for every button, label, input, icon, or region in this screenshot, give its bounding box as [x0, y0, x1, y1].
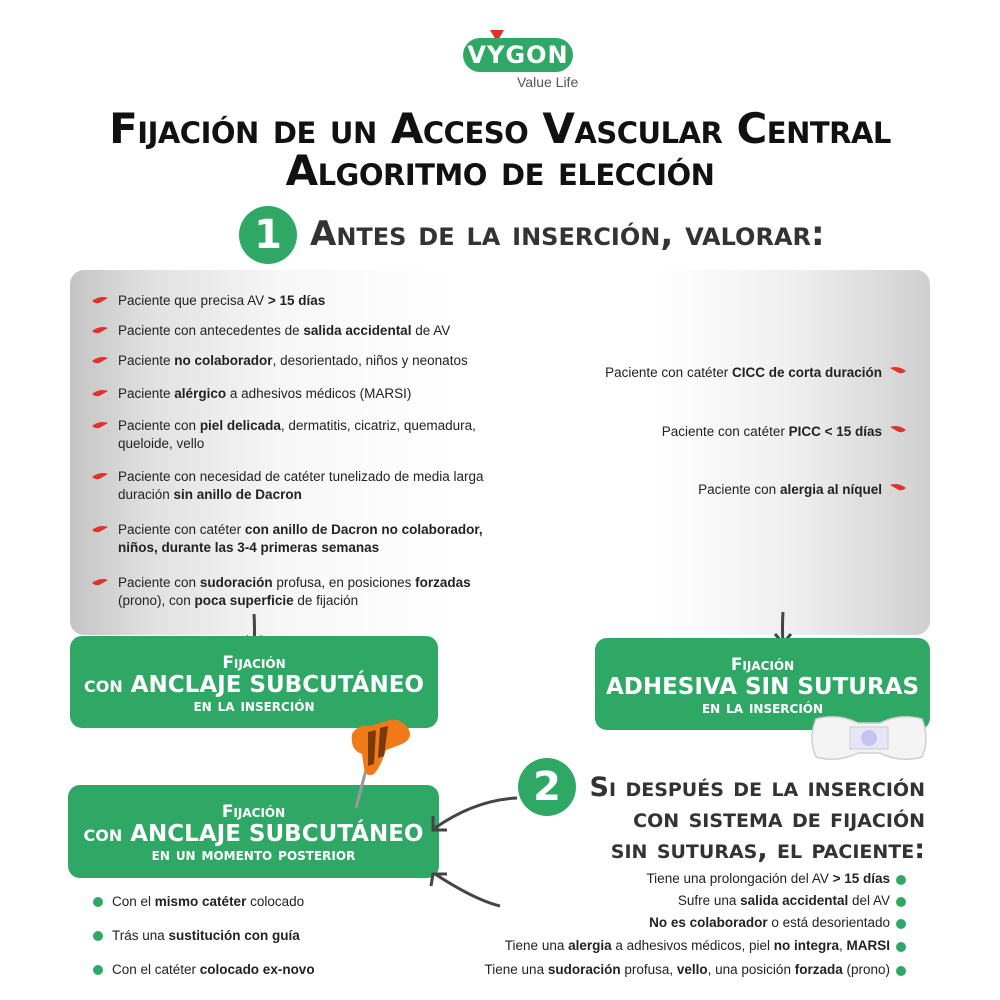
box-line: en la inserción [193, 696, 315, 716]
left-criterion: Paciente con catéter con anillo de Dacron no colaborador, niños, durante las 3-4 primeras semanas [118, 522, 483, 555]
left-bullet-text: Con el mismo catéter colocado [112, 894, 305, 909]
red-bullet-icon [92, 526, 108, 534]
right-criterion: Paciente con catéter CICC de corta duración [605, 365, 882, 380]
left-criterion: Paciente que precisa AV > 15 días [118, 293, 326, 308]
red-bullet-icon [890, 484, 906, 492]
logo-tagline: Value Life [517, 74, 579, 90]
page-title: Fijación de un Acceso Vascular Central [109, 104, 891, 153]
red-bullet-icon [890, 426, 906, 434]
right-bullet-text: Tiene una alergia a adhesivos médicos, piel no integra, MARSI [504, 938, 890, 953]
right-bullet-text: Tiene una sudoración profusa, vello, una posición forzada (prono) [484, 962, 890, 977]
page-subtitle: Algoritmo de elección [285, 146, 715, 195]
step-1-badge: 1 [239, 206, 297, 264]
step-1-heading: Antes de la inserción, valorar: [310, 214, 825, 254]
green-bullet-icon [896, 942, 906, 952]
green-bullet-icon [93, 897, 103, 907]
green-bullet-icon [896, 966, 906, 976]
box-line: Fijación [221, 802, 286, 822]
adhesive-dressing-icon [808, 713, 930, 763]
logo-text: VYGON [467, 41, 569, 69]
right-bullet-text: Sufre una salida accidental del AV [677, 893, 890, 908]
subcutaneous-anchor-device-icon [340, 712, 420, 812]
box-line: en un momento posterior [151, 845, 356, 865]
right-criterion: Paciente con alergia al níquel [698, 482, 882, 497]
step-2-heading-line: sin suturas, el paciente: [610, 834, 925, 865]
red-bullet-icon [92, 422, 108, 430]
box-line: en la inserción [701, 698, 824, 718]
green-bullet-icon [896, 897, 906, 907]
right-criterion: Paciente con catéter PICC < 15 días [661, 424, 882, 439]
red-bullet-icon [890, 367, 906, 375]
right-bullet-text: Tiene una prolongación del AV > 15 días [646, 871, 890, 886]
red-bullet-icon [92, 297, 108, 305]
step-2-badge: 2 [518, 758, 576, 816]
red-bullet-icon [92, 579, 108, 587]
red-bullet-icon [92, 327, 108, 335]
right-bullet-text: No es colaborador o está desorientado [649, 915, 890, 930]
left-bullet-text: Con el catéter colocado ex-novo [112, 962, 315, 977]
left-criterion: Paciente con piel delicada, dermatitis, cicatriz, quemadura, queloide, vello [118, 418, 476, 451]
curved-arrow-icon [425, 790, 525, 910]
left-criterion: Paciente no colaborador, desorientado, niños y neonatos [118, 353, 468, 368]
box-line: Fijación [222, 653, 286, 673]
left-criterion: Paciente alérgico a adhesivos médicos (MARSI) [118, 386, 412, 401]
red-bullet-icon [92, 357, 108, 365]
step-2-heading-line: con sistema de fijación [633, 803, 925, 834]
red-bullet-icon [92, 473, 108, 481]
green-bullet-icon [896, 875, 906, 885]
vygon-logo [463, 38, 573, 72]
red-bullet-icon [92, 390, 108, 398]
left-criterion: Paciente con sudoración profusa, en posiciones forzadas (prono), con poca superficie de fijación [118, 575, 471, 608]
green-bullet-icon [93, 965, 103, 975]
left-criterion: Paciente con necesidad de catéter tunelizado de media larga duración sin anillo de Dacron [118, 469, 484, 502]
box-line: con ANCLAJE SUBCUTÁNEO [84, 672, 424, 698]
green-bullet-icon [93, 931, 103, 941]
step-2-heading-line: Si después de la inserción [589, 772, 925, 803]
left-bullet-text: Trás una sustitución con guía [112, 928, 300, 943]
box-line: con ANCLAJE SUBCUTÁNEO [83, 821, 424, 847]
box-line: Fijación [730, 655, 795, 675]
green-bullet-icon [896, 919, 906, 929]
left-criterion: Paciente con antecedentes de salida accidental de AV [118, 323, 451, 338]
box-line: ADHESIVA SIN SUTURAS [605, 674, 920, 700]
